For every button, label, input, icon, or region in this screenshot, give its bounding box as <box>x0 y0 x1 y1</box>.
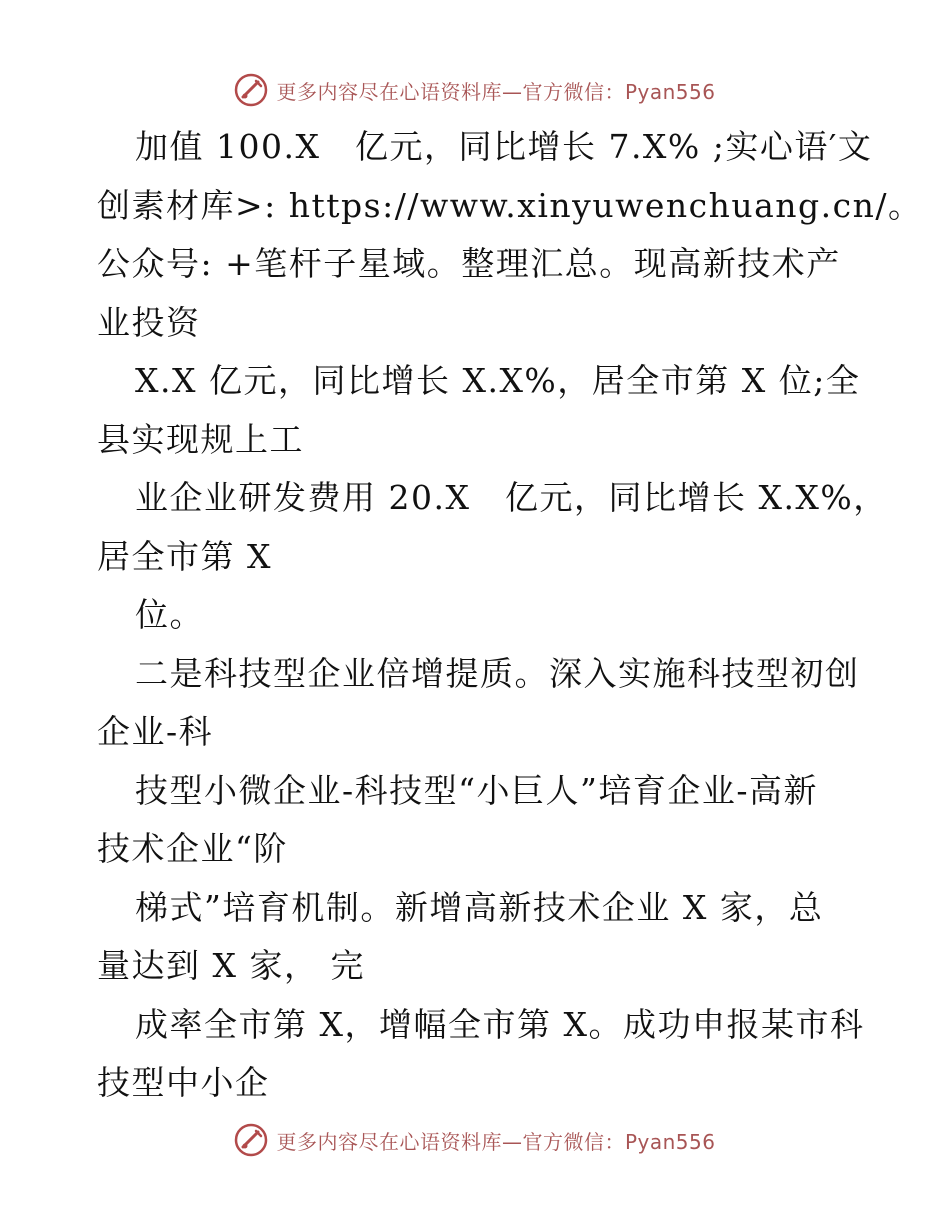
text-line: X.X 亿元，同比增长 X.X%，居全市第 X 位;全 <box>135 361 861 400</box>
text-line: 梯式”培育机制。新增高新技术企业 X 家，总 <box>135 887 824 927</box>
document-body <box>97 118 923 1113</box>
text-line: 技型小微企业-科技型“小巨人”培育企业-高新 <box>135 770 819 810</box>
text-line: 量达到 X 家， 完 <box>97 946 365 985</box>
text-line: 成率全市第 X，增幅全市第 X。成功申报某市科 <box>135 1004 865 1044</box>
logo-icon <box>234 73 268 107</box>
text-line: 加值 100.X 亿元，同比增长 7.X% ;实心语′文 <box>135 127 873 166</box>
text-line: 企业-科 <box>97 712 214 751</box>
text-line: 业投资 <box>97 302 201 342</box>
footer-banner <box>0 1118 950 1162</box>
text-line: 居全市第 X <box>97 536 272 576</box>
header-banner-text: 更多内容尽在心语资料库—官方微信：Pyan556 <box>276 79 716 104</box>
text-line: 技术企业“阶 <box>97 829 288 868</box>
text-line: 县实现规上工 <box>97 419 304 459</box>
text-line: 二是科技型企业倍增提质。深入实施科技型初创 <box>135 653 860 693</box>
text-line: 技型中小企 <box>97 1063 270 1102</box>
footer-banner-text: 更多内容尽在心语资料库—官方微信：Pyan556 <box>276 1129 716 1154</box>
text-line: 业企业研发费用 20.X 亿元，同比增长 X.X%， <box>135 478 888 517</box>
header-banner <box>0 68 950 112</box>
text-line: 位。 <box>135 595 204 634</box>
text-line: 公众号: +笔杆子星域。整理汇总。现高新技术产 <box>97 244 841 283</box>
logo-icon <box>234 1123 268 1157</box>
text-line: 创素材库>: https://www.xinyuwenchuang.cn/。 <box>97 185 923 225</box>
